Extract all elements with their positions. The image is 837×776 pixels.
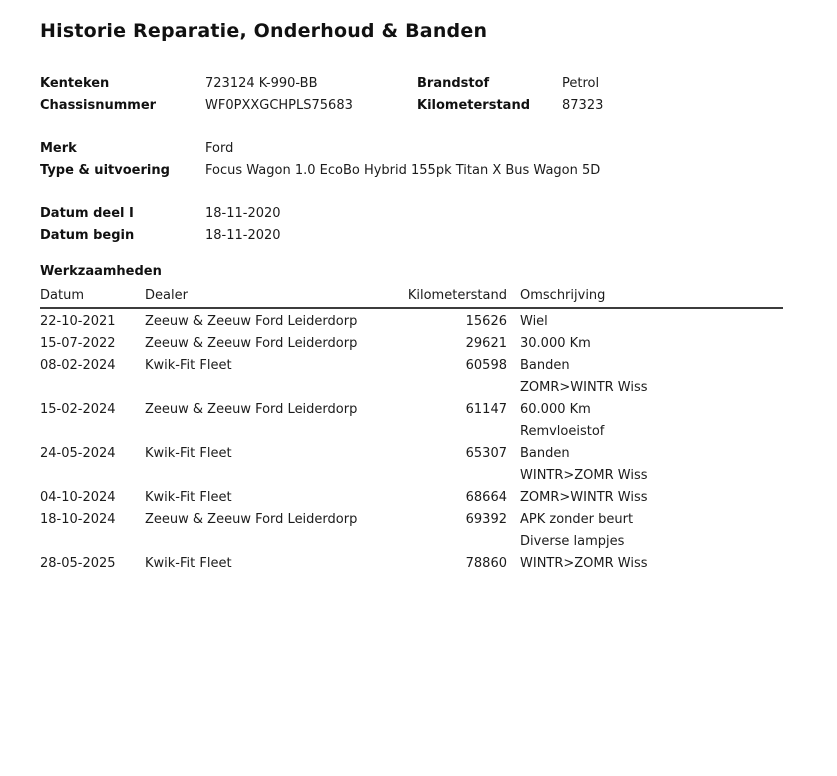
- kilometerstand-value: 87323: [562, 98, 604, 113]
- cell-dealer: Zeeuw & Zeeuw Ford Leiderdorp: [145, 402, 358, 417]
- cell-datum: 28-05-2025: [40, 556, 116, 571]
- table-row: [40, 443, 783, 487]
- info-row-datum-begin: [40, 225, 797, 247]
- datum-begin-value: 18-11-2020: [205, 228, 281, 243]
- table-row: [40, 355, 783, 399]
- info-row-kenteken-brandstof: [40, 73, 797, 95]
- cell-kilometerstand: 69392: [465, 512, 507, 527]
- cell-datum: 22-10-2021: [40, 314, 116, 329]
- datum-deel-1-value: 18-11-2020: [205, 206, 281, 221]
- cell-datum: 04-10-2024: [40, 490, 116, 505]
- werkzaamheden-table-body: [40, 308, 783, 575]
- cell-kilometerstand: 65307: [465, 446, 507, 461]
- chassisnummer-value: WF0PXXGCHPLS75683: [205, 98, 353, 113]
- omschrijving-line: WINTR>ZOMR Wiss: [520, 468, 648, 483]
- omschrijving-line: Wiel: [520, 314, 548, 329]
- omschrijving-line: Banden: [520, 446, 570, 461]
- column-header-dealer: Dealer: [145, 285, 407, 308]
- type-uitvoering-value: Focus Wagon 1.0 EcoBo Hybrid 155pk Titan X Bus Wagon 5D: [205, 163, 601, 178]
- cell-omschrijving: [507, 355, 783, 399]
- omschrijving-line: Diverse lampjes: [520, 534, 625, 549]
- cell-datum: 08-02-2024: [40, 358, 116, 373]
- header-row: [40, 285, 783, 308]
- cell-dealer: Kwik-Fit Fleet: [145, 490, 232, 505]
- omschrijving-line: APK zonder beurt: [520, 512, 634, 527]
- cell-kilometerstand: 78860: [465, 556, 507, 571]
- cell-datum: 15-07-2022: [40, 336, 116, 351]
- omschrijving-line: Banden: [520, 358, 570, 373]
- cell-kilometerstand: 29621: [465, 336, 507, 351]
- table-row: [40, 399, 783, 443]
- werkzaamheden-table-header: [40, 285, 783, 308]
- omschrijving-line: ZOMR>WINTR Wiss: [520, 380, 648, 395]
- cell-kilometerstand: 61147: [465, 402, 507, 417]
- cell-datum: 15-02-2024: [40, 402, 116, 417]
- registration-summary: [40, 73, 797, 117]
- cell-omschrijving: [507, 509, 783, 553]
- info-row-merk: [40, 138, 797, 160]
- table-row: [40, 487, 783, 509]
- omschrijving-line: 30.000 Km: [520, 336, 591, 351]
- datum-deel-1-label: Datum deel I: [40, 206, 134, 221]
- datum-begin-label: Datum begin: [40, 228, 135, 243]
- brandstof-value: Petrol: [562, 76, 600, 91]
- chassisnummer-label: Chassisnummer: [40, 98, 157, 113]
- omschrijving-line: WINTR>ZOMR Wiss: [520, 556, 648, 571]
- cell-omschrijving: [507, 487, 783, 509]
- cell-omschrijving: [507, 443, 783, 487]
- table-row: [40, 308, 783, 333]
- werkzaamheden-heading: Werkzaamheden: [40, 264, 162, 279]
- model-summary: [40, 138, 797, 182]
- kilometerstand-label: Kilometerstand: [417, 98, 531, 113]
- merk-value: Ford: [205, 141, 234, 156]
- cell-dealer: Kwik-Fit Fleet: [145, 358, 232, 373]
- cell-datum: 18-10-2024: [40, 512, 116, 527]
- column-header-datum: Datum: [40, 285, 145, 308]
- omschrijving-line: 60.000 Km: [520, 402, 591, 417]
- cell-dealer: Kwik-Fit Fleet: [145, 556, 232, 571]
- werkzaamheden-table: [40, 285, 783, 575]
- info-row-type-uitvoering: [40, 160, 797, 182]
- cell-kilometerstand: 60598: [465, 358, 507, 373]
- type-uitvoering-label: Type & uitvoering: [40, 163, 170, 178]
- page-title: Historie Reparatie, Onderhoud & Banden: [40, 20, 488, 42]
- cell-omschrijving: [507, 553, 783, 575]
- column-header-kilometerstand: Kilometerstand: [407, 285, 507, 308]
- table-row: [40, 333, 783, 355]
- kenteken-label: Kenteken: [40, 76, 110, 91]
- info-row-chassis-kilometerstand: [40, 95, 797, 117]
- cell-dealer: Zeeuw & Zeeuw Ford Leiderdorp: [145, 314, 358, 329]
- brandstof-label: Brandstof: [417, 76, 490, 91]
- cell-kilometerstand: 68664: [465, 490, 507, 505]
- cell-dealer: Kwik-Fit Fleet: [145, 446, 232, 461]
- cell-omschrijving: [507, 399, 783, 443]
- cell-datum: 24-05-2024: [40, 446, 116, 461]
- table-row: [40, 553, 783, 575]
- cell-dealer: Zeeuw & Zeeuw Ford Leiderdorp: [145, 336, 358, 351]
- dates-summary: [40, 203, 797, 247]
- column-header-omschrijving: Omschrijving: [507, 285, 783, 308]
- omschrijving-line: Remvloeistof: [520, 424, 605, 439]
- cell-dealer: Zeeuw & Zeeuw Ford Leiderdorp: [145, 512, 358, 527]
- table-row: [40, 509, 783, 553]
- info-row-datum-deel-1: [40, 203, 797, 225]
- omschrijving-line: ZOMR>WINTR Wiss: [520, 490, 648, 505]
- cell-kilometerstand: 15626: [465, 314, 507, 329]
- cell-omschrijving: [507, 308, 783, 333]
- merk-label: Merk: [40, 141, 77, 156]
- cell-omschrijving: [507, 333, 783, 355]
- kenteken-value: 723124 K-990-BB: [205, 76, 318, 91]
